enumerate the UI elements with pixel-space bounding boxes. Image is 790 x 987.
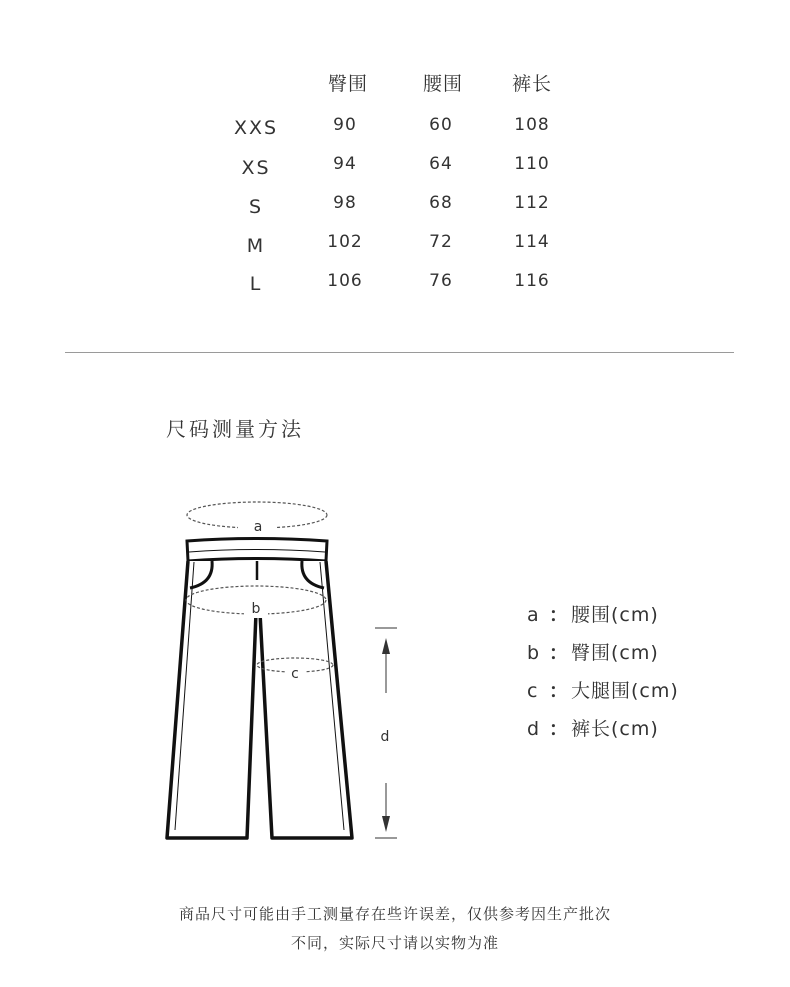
- legend-item: [527, 600, 659, 627]
- legend-colon: ：: [548, 642, 569, 664]
- size-label: M: [246, 235, 266, 257]
- table-cell: 94: [333, 154, 357, 174]
- table-cell: 90: [333, 115, 357, 135]
- legend-key: d: [527, 718, 541, 740]
- legend-colon: ：: [548, 604, 569, 626]
- diagram-label-b: b: [251, 601, 261, 617]
- table-cell: 112: [514, 193, 550, 213]
- legend-key: a: [527, 604, 540, 626]
- legend-key: c: [527, 680, 539, 702]
- table-cell: 76: [429, 271, 453, 291]
- legend-item: [527, 676, 679, 703]
- table-cell: 108: [514, 115, 550, 135]
- legend-colon: ：: [548, 718, 569, 740]
- legend-label: 腰围(cm): [571, 604, 659, 626]
- legend-item: [527, 638, 659, 665]
- table-cell: 64: [429, 154, 453, 174]
- diagram-label-c: c: [291, 666, 299, 682]
- table-cell: 116: [514, 271, 550, 291]
- legend-label: 大腿围(cm): [571, 680, 679, 702]
- pants-measurement-diagram: [150, 490, 420, 850]
- table-cell: 98: [333, 193, 357, 213]
- legend-colon: ：: [548, 680, 569, 702]
- table-cell: 68: [429, 193, 453, 213]
- column-header-hip: 臀围: [328, 73, 369, 95]
- legend-label: 臀围(cm): [571, 642, 659, 664]
- section-divider: [65, 352, 734, 353]
- column-header-waist: 腰围: [423, 73, 464, 95]
- table-cell: 60: [429, 115, 453, 135]
- size-label: S: [248, 196, 264, 218]
- table-cell: 106: [327, 271, 363, 291]
- table-cell: 110: [514, 154, 550, 174]
- table-cell: 72: [429, 232, 453, 252]
- table-cell: 114: [514, 232, 550, 252]
- disclaimer-line-1: 商品尺寸可能由手工测量存在些许误差，仅供参考因生产批次: [178, 905, 611, 923]
- diagram-label-a: a: [253, 519, 263, 535]
- legend-key: b: [527, 642, 541, 664]
- size-label: L: [249, 273, 263, 295]
- section-title: 尺码测量方法: [166, 417, 304, 441]
- legend-item: [527, 714, 659, 741]
- legend-label: 裤长(cm): [571, 718, 659, 740]
- diagram-label-d: d: [380, 729, 390, 745]
- disclaimer-line-2: 不同，实际尺寸请以实物为准: [290, 934, 499, 952]
- size-label: XXS: [233, 117, 279, 139]
- table-cell: 102: [327, 232, 363, 252]
- size-label: XS: [241, 157, 271, 179]
- column-header-length: 裤长: [512, 73, 553, 95]
